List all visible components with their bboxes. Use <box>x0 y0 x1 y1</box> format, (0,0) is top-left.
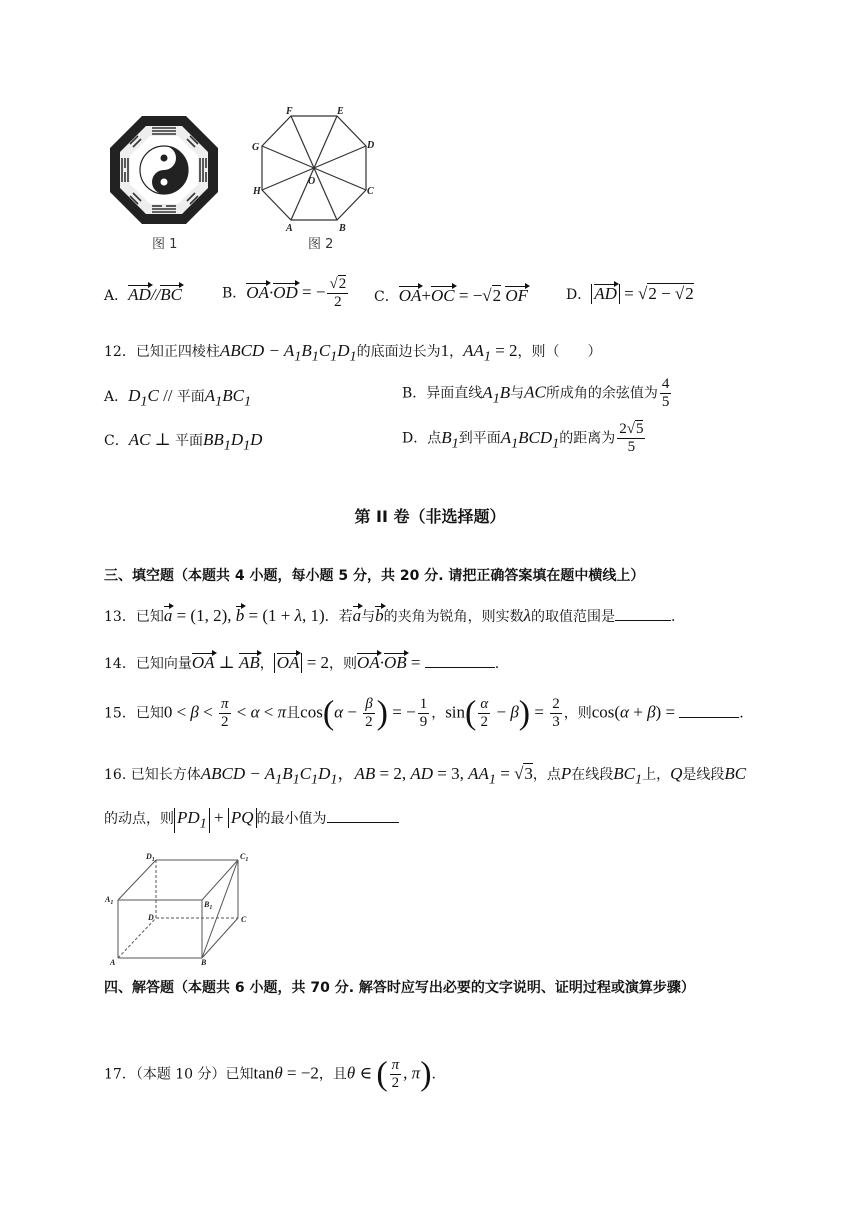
figure-2-caption: 图 2 <box>308 237 334 252</box>
cuboid-label-c1: $C_1$ <box>240 852 249 863</box>
q16-line-1: 16. 已知长方体ABCD − $A_1B_1C_1D_1$，AB = 2, AD = 3, $AA_1 = √3$，点P在线段$BC_1$上，Q是线段BC <box>104 764 747 788</box>
q12-stem: 12．已知正四棱柱ABCD − $A_1B_1C_1D_1$的底面边长为1，$AA_1 = 2$，则（ ） <box>104 341 602 365</box>
oct-label-a: A <box>286 223 293 234</box>
oct-label-h: H <box>253 186 261 197</box>
q12-option-b: B．异面直线$A_1B$与AC所成角的余弦值为 $\frac{4}{5}$ <box>402 376 670 410</box>
section-4-title: 四、解答题（本题共 6 小题，共 70 分. 解答时应写出必要的文字说明、证明过程或演算步骤） <box>104 980 695 996</box>
q12-option-c: C．AC ⊥ 平面$BB_1D_1D$ <box>104 430 263 454</box>
cuboid-label-d: D <box>148 913 154 922</box>
q12-option-a: A．$D_1C$ // 平面$A_1BC_1$ <box>104 386 252 410</box>
q11-option-b: B．OA·OD = − $\frac{√2}{2}$ <box>222 276 347 310</box>
oct-label-b: B <box>339 223 346 234</box>
oct-label-d: D <box>367 140 375 151</box>
q11-option-d: D． AD = √2 − √2 <box>566 284 694 303</box>
q16-line-2: 的动点，则 $PD_1$ + PQ 的最小值为 <box>104 808 399 833</box>
bagua-figure <box>108 114 220 226</box>
cuboid-label-a: A <box>110 958 116 966</box>
q11-option-c: C．OA+OC = −√2 OF <box>374 286 529 305</box>
oct-label-g: G <box>252 142 260 153</box>
oct-label-o: O <box>308 176 316 187</box>
q13: 13．已知a = (1, 2), b = (1 + λ, 1)．若a与b的夹角为锐角，则实数λ的取值范围是 . <box>104 606 676 625</box>
cuboid-label-c: C <box>241 915 247 924</box>
cuboid-figure <box>104 850 254 966</box>
q17: 17．（本题 10 分）已知tanθ = −2，且θ ∈ ( $\frac{\pi}{2}$ , π). <box>104 1055 436 1093</box>
cuboid-label-a1: $A_1$ <box>105 895 114 906</box>
q12-option-d: D．点$B_1$到平面$A_1BCD_1$的距离为 $\frac{2√5}{5}$ <box>402 421 644 455</box>
q15: 15．已知0 < β < $\frac{\pi}{2}$ < α < π且cos(α − $\frac{\beta}{2}$ ) = − $\frac{1}{9}$ ，sin( $\frac{\alpha}{2}$ − β) = $\frac{2}{3}$ ，则cos(α + β) = . <box>104 694 744 732</box>
oct-label-e: E <box>337 106 344 117</box>
cuboid-label-b: B <box>201 958 207 966</box>
q14: 14．已知向量OA ⊥ AB， OA = 2，则OA·OB = . <box>104 653 500 672</box>
section-2-title: 第 II 卷（非选择题） <box>354 507 506 526</box>
octagon-figure <box>248 106 378 236</box>
cuboid-label-b1: $B_1$ <box>204 900 213 911</box>
oct-label-f: F <box>286 106 293 117</box>
section-3-title: 三、填空题（本题共 4 小题，每小题 5 分，共 20 分. 请把正确答案填在题中横线上） <box>104 568 645 584</box>
q11-option-a: A．AD//BC <box>104 285 182 304</box>
oct-label-c: C <box>367 186 374 197</box>
figure-1-caption: 图 1 <box>152 237 178 252</box>
cuboid-label-d1: $D_1$ <box>146 852 155 863</box>
